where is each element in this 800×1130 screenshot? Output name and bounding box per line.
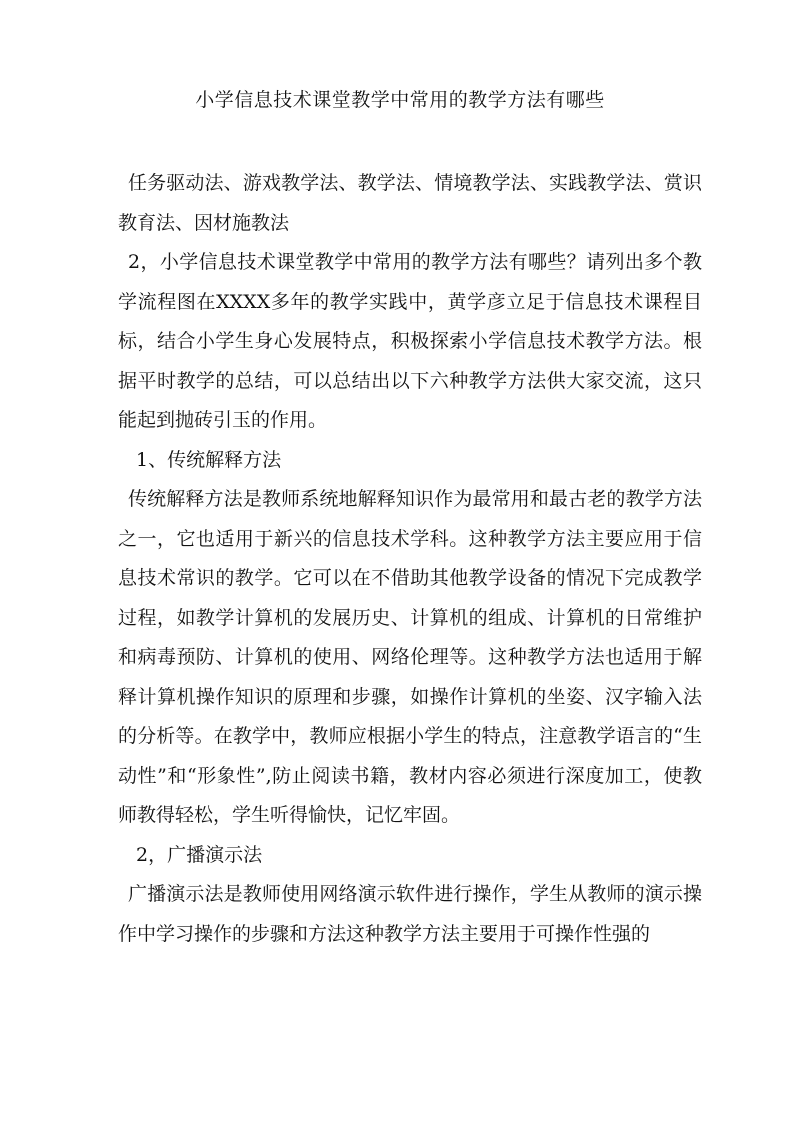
section-heading-broadcast: 2，广播演示法	[136, 843, 263, 866]
document-body	[118, 164, 702, 954]
document-title: 小学信息技术课堂教学中常用的教学方法有哪些	[195, 89, 605, 111]
paragraph-question-intro: 2，小学信息技术课堂教学中常用的教学方法有哪些？请列出多个教学流程图在XXXX多年的教学实践中，黄学彦立足于信息技术课程目标，结合小学生身心发展特点，积极探索小学信息技术教学方法。根据平时教学的总结，可以总结出以下六种教学方法供大家交流，这只能起到抛砖引玉的作用。	[118, 251, 702, 431]
paragraph-traditional-method: 传统解释方法是教师系统地解释知识作为最常用和最古老的教学方法之一，它也适用于新兴的信息技术学科。这种教学方法主要应用于信息技术常识的教学。它可以在不借助其他教学设备的情况下完成教学过程，如教学计算机的发展历史、计算机的组成、计算机的日常维护和病毒预防、计算机的使用、网络伦理等。这种教学方法也适用于解释计算机操作知识的原理和步骤，如操作计算机的坐姿、汉字输入法的分析等。在教学中，教师应根据小学生的特点，注意教学语言的“生动性”和“形象性”,防止阅读书籍，教材内容必须进行深度加工，使教师教得轻松，学生听得愉快，记忆牢固。	[118, 488, 702, 826]
paragraph-methods-list: 任务驱动法、游戏教学法、教学法、情境教学法、实践教学法、赏识教育法、因材施教法	[118, 172, 702, 234]
section-heading-traditional: 1、传统解释方法	[136, 448, 282, 471]
paragraph-broadcast-method: 广播演示法是教师使用网络演示软件进行操作，学生从教师的演示操作中学习操作的步骤和方法这种教学方法主要用于可操作性强的	[118, 883, 702, 945]
